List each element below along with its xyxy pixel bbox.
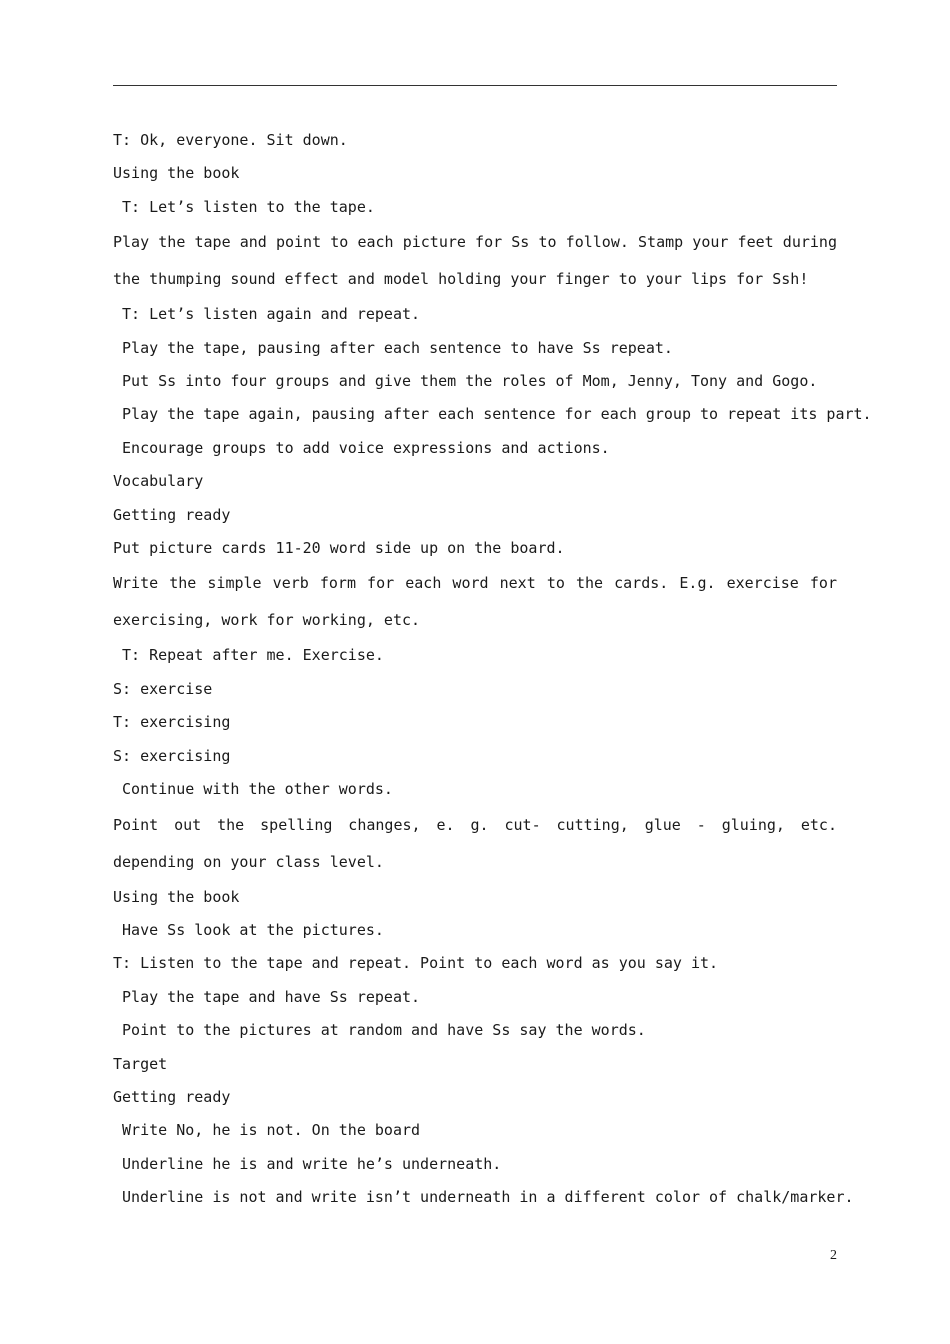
text-line: Put picture cards 11-20 word side up on the board. [113, 539, 565, 558]
text-line: Write No, he is not. On the board [113, 1121, 421, 1140]
text-line: Put Ss into four groups and give them the roles of Mom, Jenny, Tony and Gogo. [113, 372, 818, 391]
page-number: 2 [830, 1248, 837, 1263]
text-line: Continue with the other words. [113, 780, 393, 799]
document-body [113, 124, 872, 1215]
text-line: T: exercising [113, 713, 231, 732]
section-heading: Target [113, 1054, 168, 1073]
section-heading: Vocabulary [113, 472, 204, 491]
text-line: T: Ok, everyone. Sit down. [113, 131, 348, 149]
section-label: Using the book [113, 887, 240, 906]
text-line: S: exercise [113, 679, 213, 698]
header-rule [113, 85, 837, 86]
text-paragraph: Point out the spelling changes, e. g. cut- cutting, glue - gluing, etc. depending on your class level. [113, 815, 837, 871]
section-label: Getting ready [113, 505, 231, 524]
text-line: T: Let’s listen to the tape. [113, 197, 375, 216]
text-line: Have Ss look at the pictures. [113, 920, 384, 939]
text-line: Underline he is and write he’s underneath. [113, 1154, 502, 1173]
text-line: T: Let’s listen again and repeat. [113, 305, 421, 324]
text-line: T: Listen to the tape and repeat. Point to each word as you say it. [113, 954, 719, 973]
text-line: S: exercising [113, 746, 231, 765]
section-label: Using the book [113, 164, 240, 183]
text-line: Play the tape, pausing after each sentence to have Ss repeat. [113, 338, 673, 357]
text-line: Play the tape and have Ss repeat. [113, 987, 421, 1006]
text-line: T: Repeat after me. Exercise. [113, 646, 384, 665]
section-label: Getting ready [113, 1087, 231, 1106]
text-line: Play the tape again, pausing after each sentence for each group to repeat its part. [113, 405, 872, 424]
text-line: Point to the pictures at random and have Ss say the words. [113, 1021, 646, 1040]
text-paragraph: Write the simple verb form for each word next to the cards. E.g. exercise for exercising, work for working, etc. [113, 574, 837, 630]
text-line: Underline is not and write isn’t underneath in a different color of chalk/marker. [113, 1188, 854, 1207]
text-line: Encourage groups to add voice expressions and actions. [113, 438, 610, 457]
text-paragraph: Play the tape and point to each picture for Ss to follow. Stamp your feet during the thumping sound effect and model holding your finger to your lips for Ssh! [113, 233, 837, 289]
